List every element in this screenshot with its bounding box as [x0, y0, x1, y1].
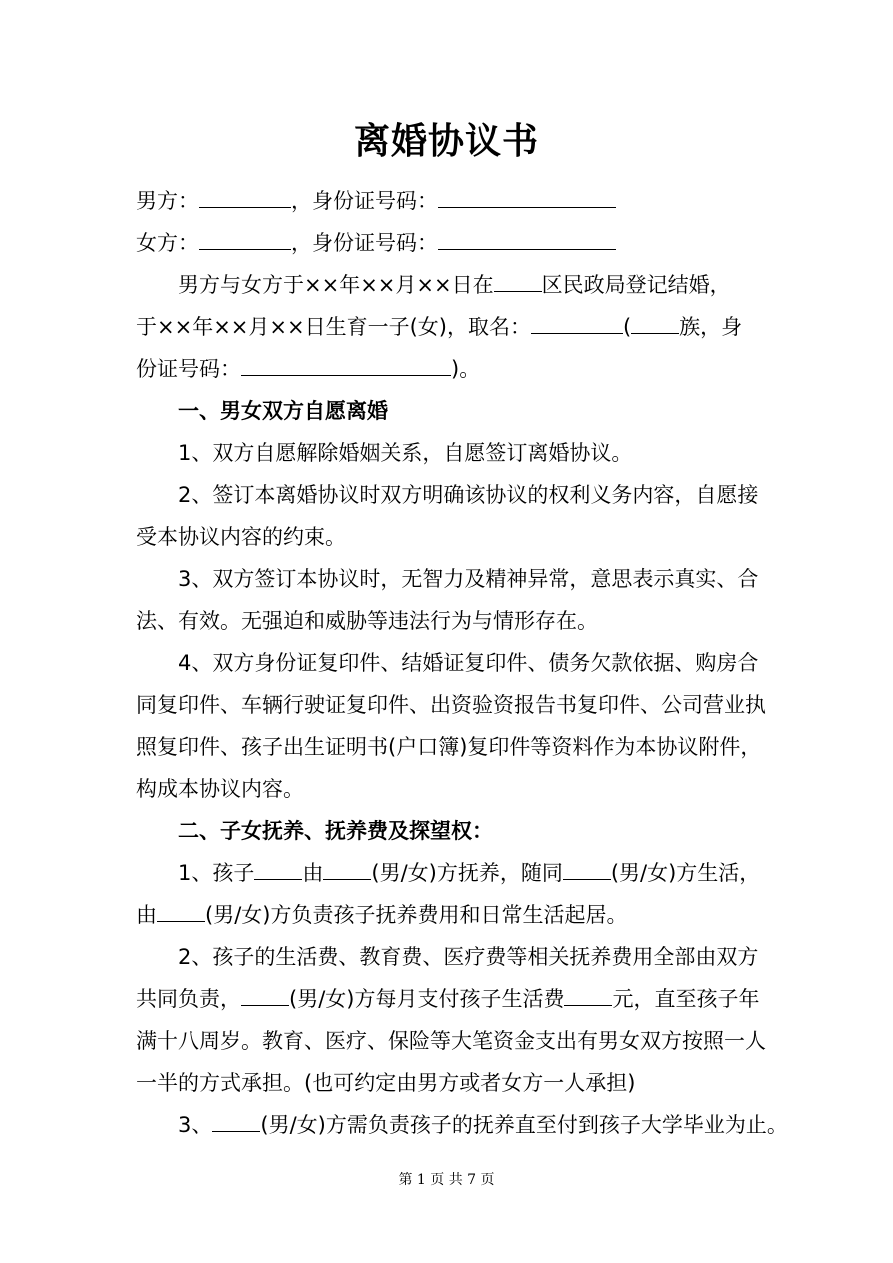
custodian-blank	[323, 857, 371, 880]
child-id-blank	[241, 353, 451, 376]
page-footer: 第 1 页 共 7 页	[398, 1172, 495, 1188]
s1-item-3-line-2: 法、有效。无强迫和威胁等违法行为与情形存在。	[136, 609, 598, 633]
s1-item-2-line-1: 2、签订本离婚协议时双方明确该协议的权利义务内容，自愿接	[178, 483, 759, 507]
intro-line-1: 男方与女方于××年××月××日在 区民政局登记结婚，	[136, 264, 761, 306]
s1-item-4-line-1: 4、双方身份证复印件、结婚证复印件、债务欠款依据、购房合	[178, 651, 759, 675]
female-id-label: ，身份证号码：	[291, 231, 438, 255]
s2-item-2-line-2: 共同负责， (男/女)方每月支付孩子生活费 元，直至孩子年	[136, 978, 761, 1020]
s1-item-4-line-4: 构成本协议内容。	[136, 777, 304, 801]
s2-item-3-line-1: 3、 (男/女)方需负责孩子的抚养直至付到孩子大学毕业为止。	[136, 1104, 761, 1146]
s2-item-1-line-1: 1、孩子 由 (男/女)方抚养，随同 (男/女)方生活，	[136, 852, 761, 894]
s1-item-4-line-2: 同复印件、车辆行驶证复印件、出资验资报告书复印件、公司营业执	[136, 693, 766, 717]
intro-line-2: 于××年××月××日生育一子(女)，取名： ( 族，身	[136, 306, 761, 348]
ethnicity-blank	[631, 311, 679, 334]
female-party-line	[136, 222, 761, 264]
male-party-line	[136, 180, 761, 222]
payer-blank	[241, 983, 289, 1006]
current-page-number: 1	[416, 1172, 426, 1188]
s1-item-3-line-1: 3、双方签订本协议时，无智力及精神异常，意思表示真实、合	[178, 567, 759, 591]
district-blank	[494, 269, 542, 292]
female-id-blank	[438, 227, 616, 250]
section-1-heading: 一、男女双方自愿离婚	[178, 399, 388, 423]
responsible-party-blank	[212, 1109, 260, 1132]
male-id-blank	[438, 185, 616, 208]
amount-blank	[564, 983, 612, 1006]
intro-line-3: 份证号码： )。	[136, 348, 761, 390]
s1-item-4-line-3: 照复印件、孩子出生证明书(户口簿)复印件等资料作为本协议附件，	[136, 735, 762, 759]
s1-item-1: 1、双方自愿解除婚姻关系，自愿签订离婚协议。	[178, 441, 633, 465]
male-label: 男方：	[136, 189, 199, 213]
s2-item-2-line-3: 满十八周岁。教育、医疗、保险等大笔资金支出有男女双方按照一人	[136, 1029, 766, 1053]
s2-item-2-line-4: 一半的方式承担。(也可约定由男方或者女方一人承担)	[136, 1071, 636, 1095]
caregiver-blank	[157, 899, 205, 922]
male-name-blank	[199, 185, 291, 208]
live-with-blank	[563, 857, 611, 880]
female-name-blank	[199, 227, 291, 250]
s2-item-1-line-2: 由 (男/女)方负责孩子抚养费用和日常生活起居。	[136, 894, 761, 936]
document-title: 离婚协议书	[353, 121, 539, 162]
total-pages: 7	[467, 1172, 477, 1188]
document-body	[136, 180, 788, 1146]
female-label: 女方：	[136, 231, 199, 255]
s1-item-2-line-2: 受本协议内容的约束。	[136, 525, 346, 549]
child-name-blank	[531, 311, 623, 334]
section-2-heading: 二、子女抚养、抚养费及探望权：	[178, 819, 493, 843]
male-id-label: ，身份证号码：	[291, 189, 438, 213]
child-blank	[254, 857, 302, 880]
s2-item-2-line-1: 2、孩子的生活费、教育费、医疗费等相关抚养费用全部由双方	[178, 945, 759, 969]
